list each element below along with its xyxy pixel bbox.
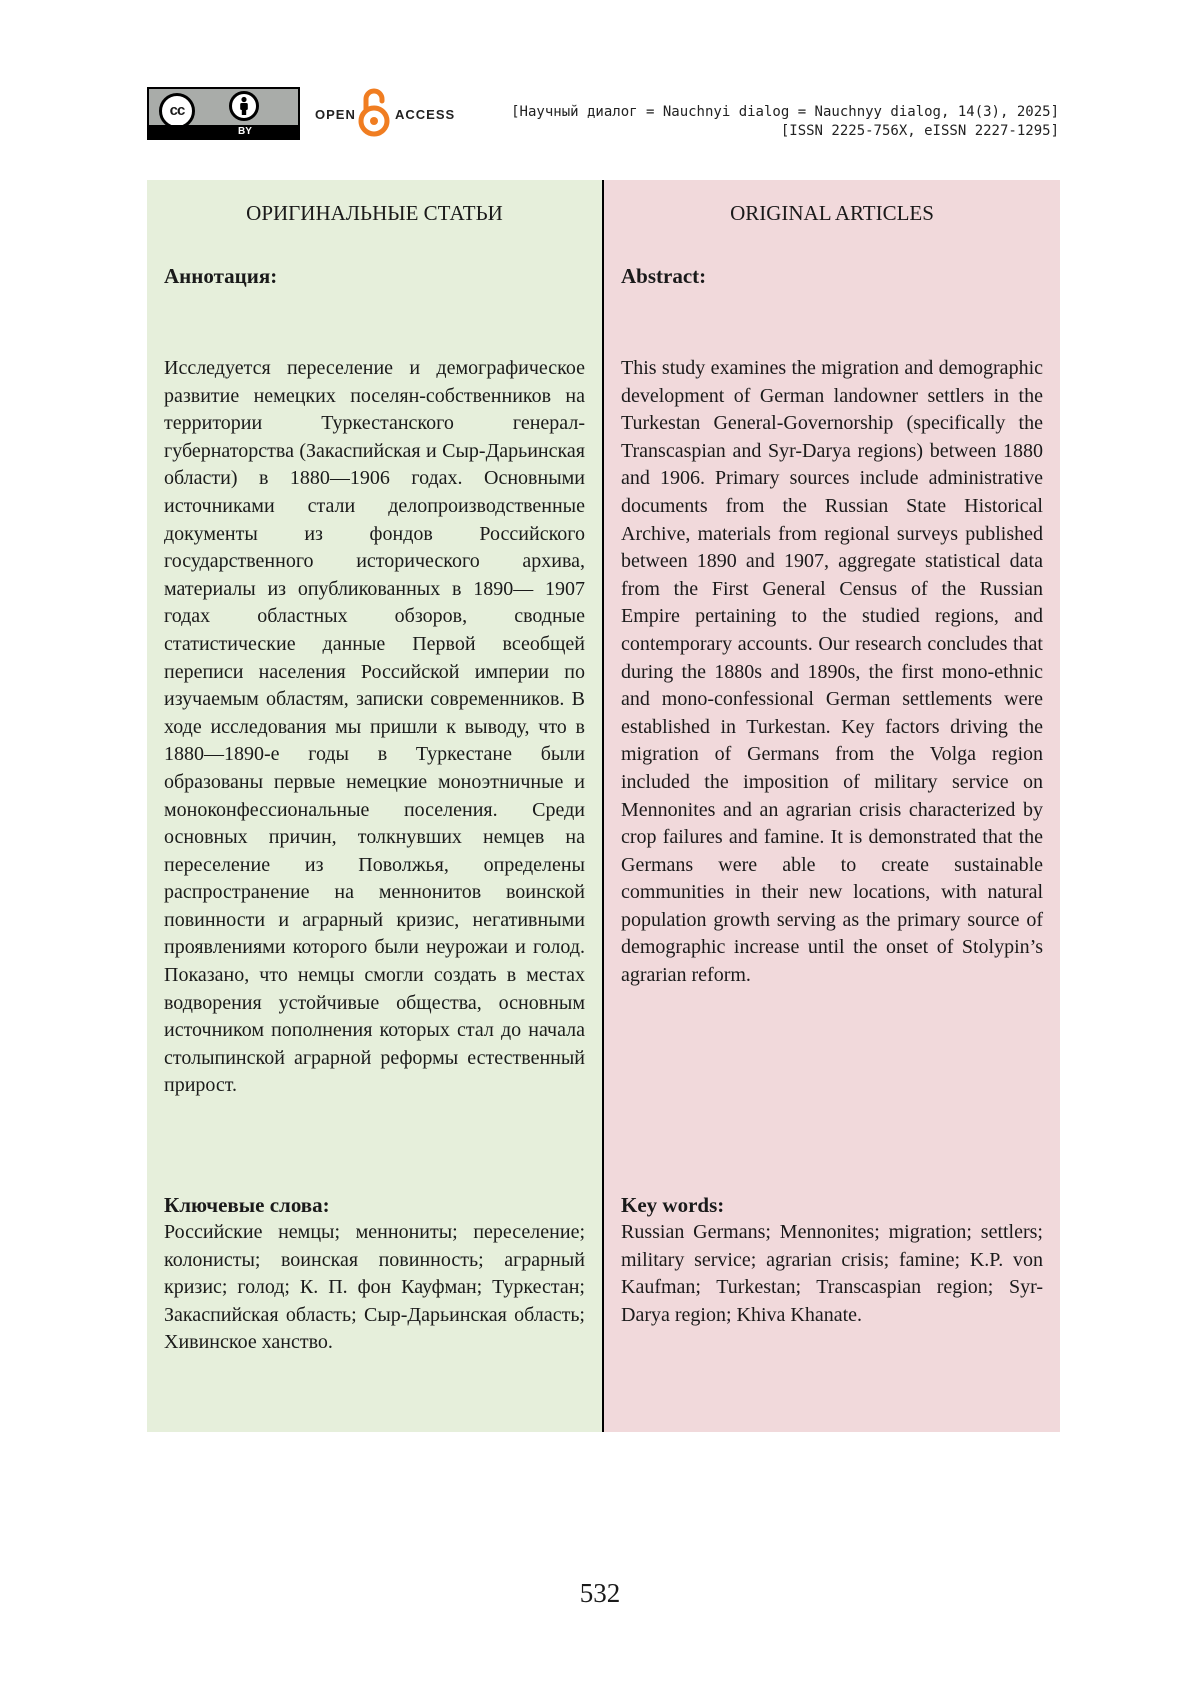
russian-abstract-label: Аннотация:: [164, 263, 585, 290]
russian-keywords-label: Ключевые слова:: [164, 1192, 585, 1219]
page-number: 532: [0, 1577, 1200, 1609]
citation-journal: [Научный диалог = Nauchnyi dialog = Nauchnyy dialog, 14(3), 2025]: [511, 103, 1059, 122]
open-lock-icon: [358, 87, 390, 142]
english-keywords-text: Russian Germans; Mennonites; migration; settlers; military service; agrarian crisis; famine; K.P. von Kaufman; Turkestan; Transcaspian region; Syr-Darya region; Khiva Khanate.: [621, 1219, 1043, 1329]
english-column: [604, 180, 1060, 1432]
russian-column: [147, 180, 602, 1432]
open-access-logo[interactable]: [315, 87, 455, 139]
cc-icon: cc: [159, 93, 195, 129]
russian-keywords: [164, 1192, 585, 1357]
open-access-access-label: ACCESS: [395, 107, 455, 122]
bilingual-abstract-table: [147, 180, 1060, 1432]
russian-keywords-text: Российские немцы; меннониты; переселение; колонисты; воинская повинность; аграрный кризис; голод; К. П. фон Кауфман; Туркестан; Закаспийская область; Сыр-Дарьинская область; Хивинское ханство.: [164, 1219, 585, 1357]
english-abstract-label: Abstract:: [621, 263, 1043, 290]
english-abstract-text: This study examines the migration and demographic development of German landowner settlers in the Turkestan General-Governorship (specifically the Transcaspian and Syr-Darya regions) between 1880 and 1906. Primary sources include administrative documents from the Russian State Historical Archive, materials from regional surveys published between 1890 and 1907, aggregate statistical data from the First General Census of the Russian Empire pertaining to the studied regions, and contemporary accounts. Our research concludes that during the 1880s and 1890s, the first mono-ethnic and mono-confessional German settlements were established in Turkestan. Key factors driving the migration of Germans from the Volga region included the imposition of military service on Mennonites and an agrarian crisis characterized by crop failures and famine. It is demonstrated that the Germans were able to create sustainable communities in their new locations, with natural population growth serving as the primary source of demographic increase until the onset of Stolypin’s agrarian reform.: [621, 355, 1043, 990]
page-header: [147, 87, 1059, 143]
person-icon: [229, 91, 259, 121]
english-keywords: [621, 1192, 1043, 1329]
russian-abstract-text: Исследуется переселение и демографическое развитие немецких поселян-собственников на территории Туркестанского генерал-губернаторства (Закаспийская и Сыр-Дарьинская области) в 1880—1906 годах. Основными источниками стали делопроизводственные документы из фондов Российского государственного исторического архива, материалы из опубликованных в 1890— 1907 годах областных обзоров, сводные статистические данные Первой всеобщей переписи населения Российской империи по изучаемым областям, записки современников. В ходе исследования мы пришли к выводу, что в 1880—1890-е годы в Туркестане были образованы первые немецкие моноэтничные и моноконфессиональные поселения. Среди основных причин, толкнувших немцев на переселение из Поволжья, определены распространение на меннонитов воинской повинности и аграрный кризис, негативными проявлениями которого были неурожаи и голод. Показано, что немцы смогли создать в местах водворения устойчивые общества, основным источником пополнения которых стал до начала столыпинской аграрной реформы естественный прирост.: [164, 355, 585, 1100]
open-access-open-label: OPEN: [315, 107, 356, 122]
russian-section-title: ОРИГИНАЛЬНЫЕ СТАТЬИ: [147, 200, 602, 226]
english-keywords-label: Key words:: [621, 1192, 1043, 1219]
citation: [511, 103, 1059, 141]
by-strip: [149, 125, 298, 138]
cc-by-license-badge[interactable]: [147, 87, 300, 140]
citation-issn: [ISSN 2225-756X, eISSN 2227-1295]: [511, 122, 1059, 141]
english-section-title: ORIGINAL ARTICLES: [604, 200, 1060, 226]
by-label: BY: [231, 125, 259, 138]
